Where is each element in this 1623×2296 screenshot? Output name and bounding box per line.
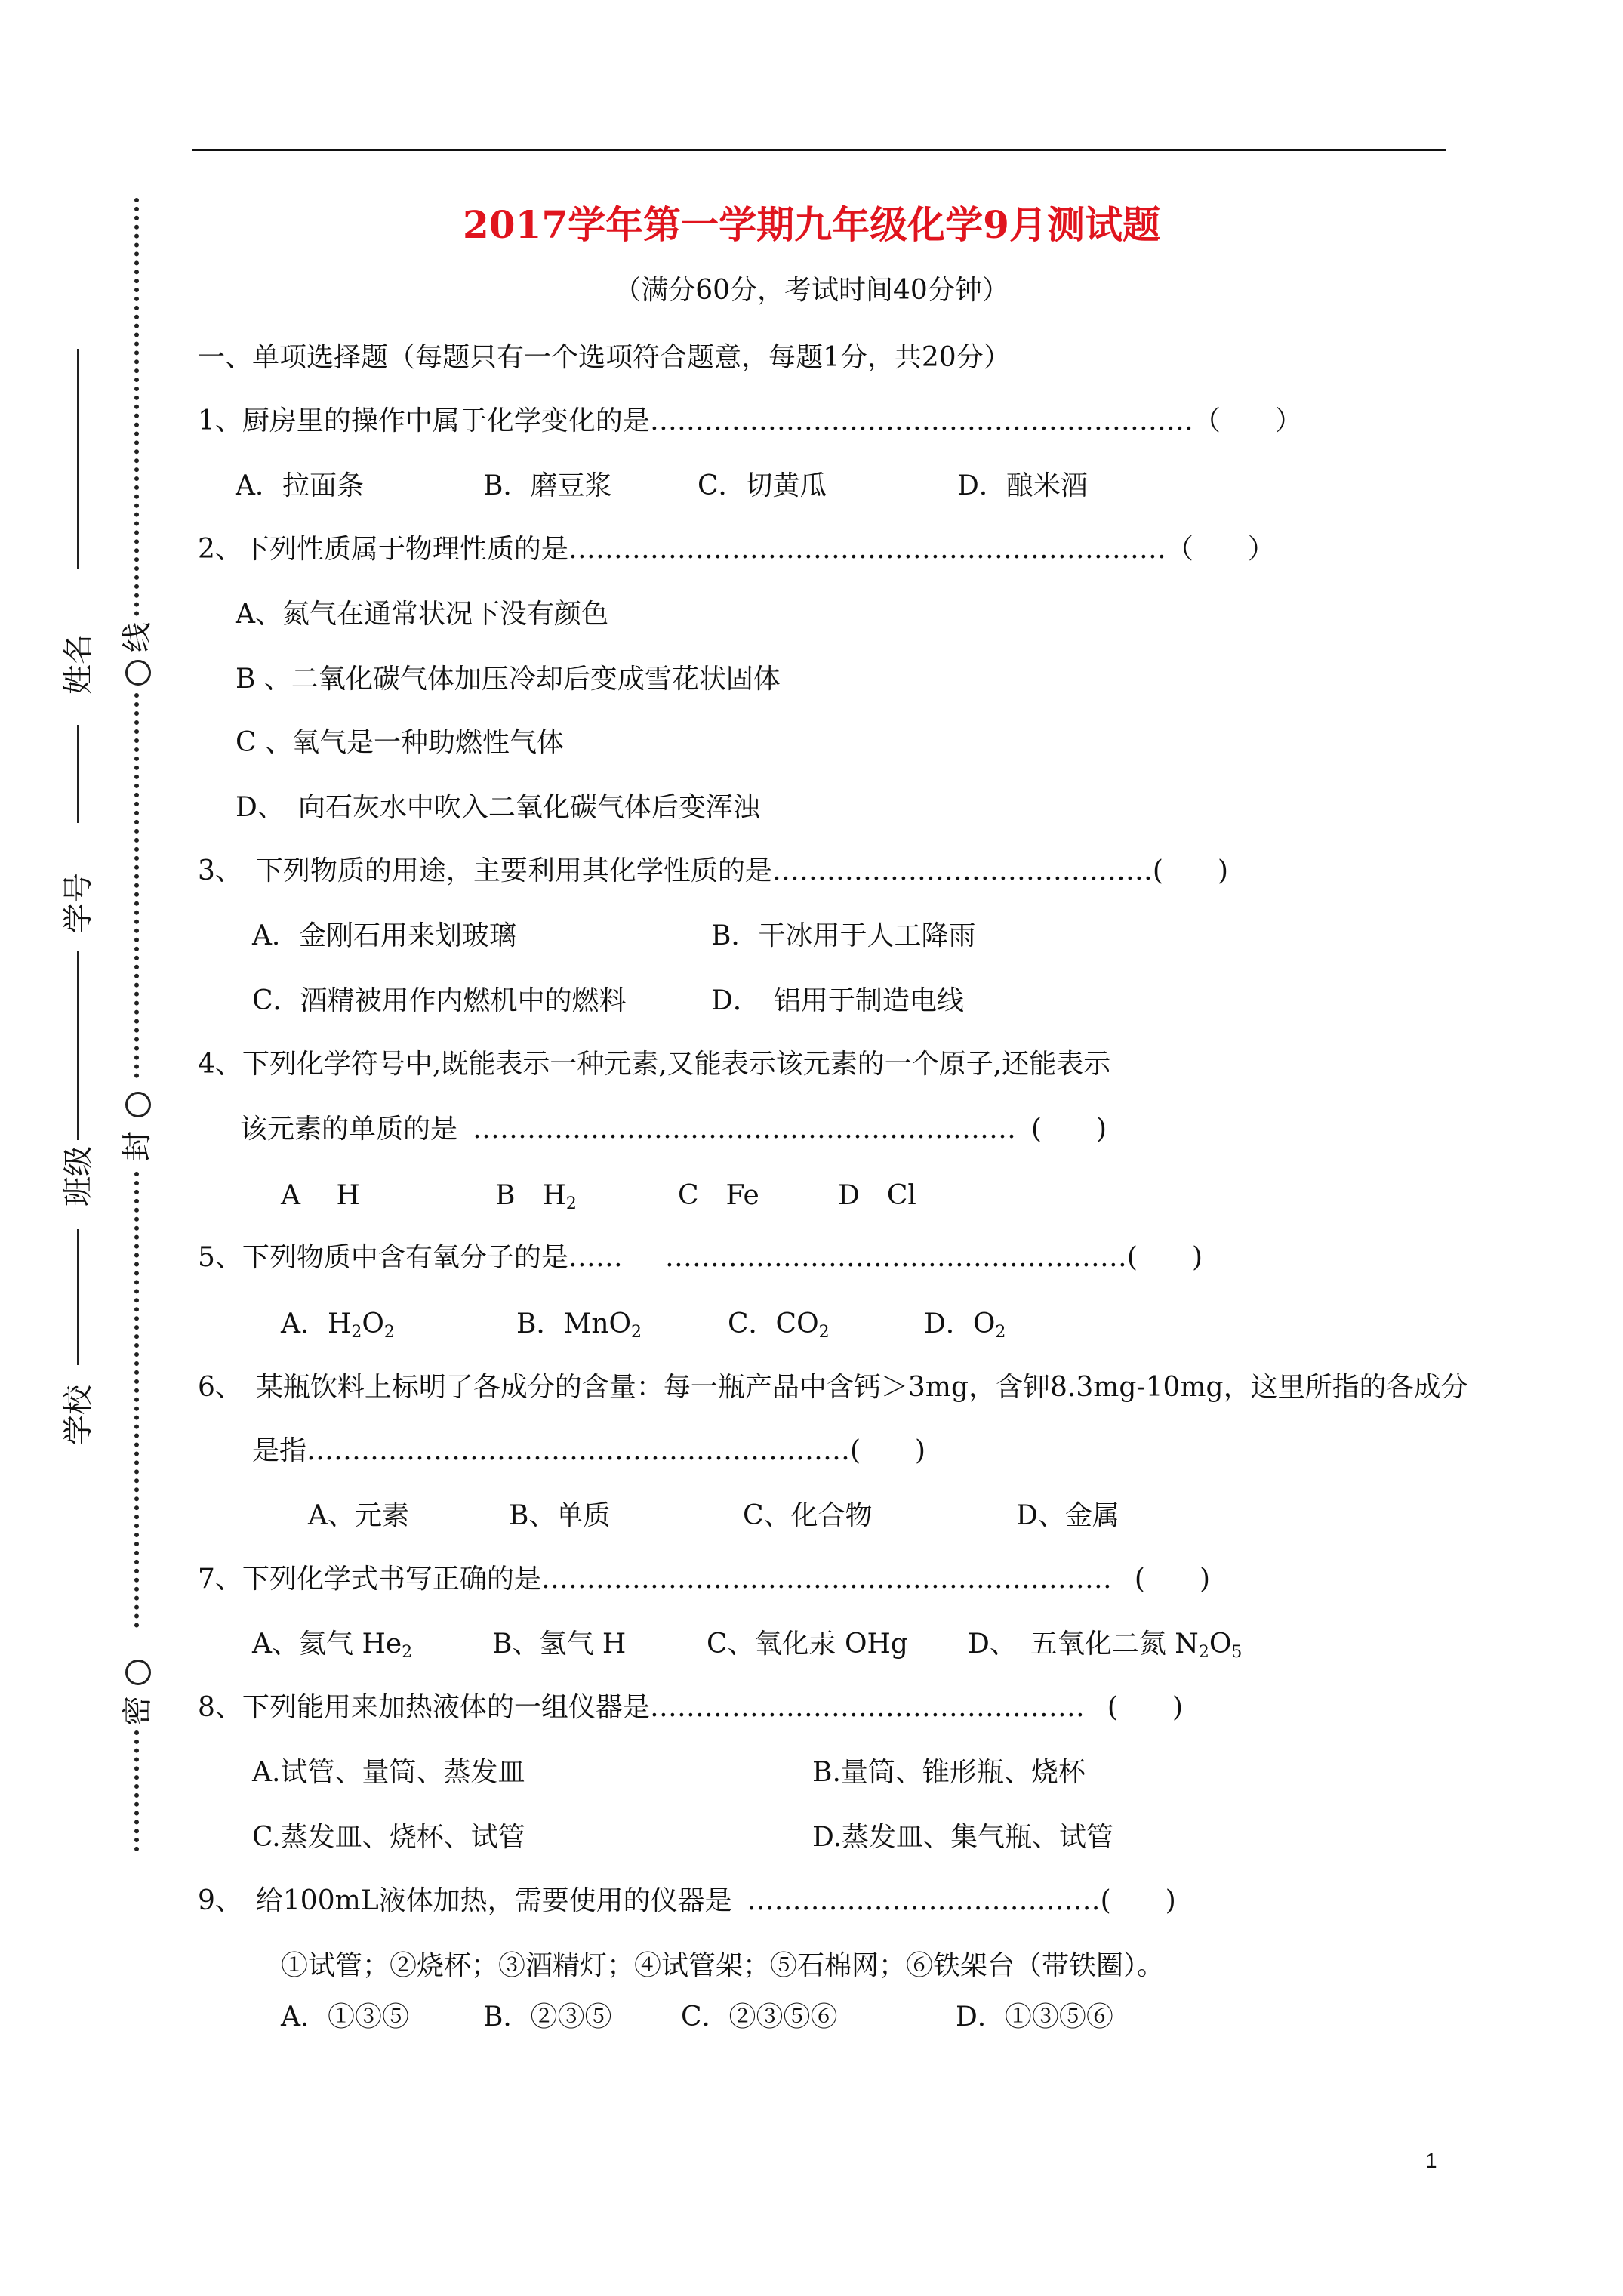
question-5-stem <box>198 1240 1203 1276</box>
top-rule <box>192 149 1446 151</box>
question-4-option-d[interactable]: D Cl <box>838 1180 916 1211</box>
question-5-option-c[interactable]: C．$CO_2$ <box>728 1308 830 1342</box>
question-3-text: 3、 下列物质的用途，主要利用其化学性质的是 <box>198 855 772 886</box>
question-7-option-b[interactable]: B、氢气 H <box>492 1629 627 1660</box>
question-9-option-c[interactable]: C．②③⑤⑥ <box>681 2002 838 2032</box>
question-3-option-c[interactable]: C．酒精被用作内燃机中的燃料 <box>252 985 627 1016</box>
binding-dotted-line-bottom <box>134 1730 139 1851</box>
question-6-option-a[interactable]: A、元素 <box>308 1500 409 1531</box>
question-3-stem <box>198 853 1228 889</box>
question-4-dots: …………………………………………………… <box>473 1114 1017 1145</box>
question-3-option-d[interactable]: D． 铝用于制造电线 <box>711 985 964 1016</box>
question-5-dots: …………………………………………… <box>664 1242 1127 1273</box>
question-8-option-c[interactable]: C.蒸发皿、烧杯、试管 <box>252 1822 525 1853</box>
question-2-dots: ………………………………………………………… <box>568 534 1166 565</box>
question-4-text: 该元素的单质的是 <box>240 1114 458 1145</box>
question-3-option-b[interactable]: B．干冰用于人工降雨 <box>711 920 976 951</box>
question-9-dots: ………………………………… <box>747 1885 1101 1916</box>
student-id-field-line[interactable] <box>77 725 79 823</box>
question-2-stem <box>198 532 1275 568</box>
question-7-dots: ……………………………………………………… <box>540 1564 1112 1595</box>
question-6-stem-line-1: 6、 某瓶饮料上标明了各成分的含量：每一瓶产品中含钙＞3mg，含钾8.3mg-10mg，这里所指的各成分 <box>198 1372 1468 1403</box>
question-8-text: 8、下列能用来加热液体的一组仪器是 <box>198 1692 650 1723</box>
question-9-option-b[interactable]: B．②③⑤ <box>483 2002 612 2032</box>
question-9-text: 9、 给100mL液体加热，需要使用的仪器是 <box>198 1885 732 1916</box>
question-3-answer-blank[interactable]: ( ) <box>1152 855 1228 886</box>
binding-dotted-line-top <box>134 198 139 616</box>
question-1-option-a[interactable]: A．拉面条 <box>236 470 364 501</box>
question-2-option-c[interactable]: C 、氧气是一种助燃性气体 <box>236 727 564 758</box>
question-6-dots: …………………………………………………… <box>306 1435 851 1466</box>
question-9-items: ①试管；②烧杯；③酒精灯；④试管架；⑤石棉网；⑥铁架台（带铁圈）。 <box>281 1950 1165 1981</box>
question-4-stem-line-2 <box>240 1111 1107 1148</box>
binding-char-mi: 密 <box>120 1696 155 1726</box>
question-4-option-b[interactable]: B $H_2$ <box>495 1180 577 1213</box>
question-9-option-a[interactable]: A．①③⑤ <box>281 2002 409 2032</box>
exam-subtitle: （满分60分，考试时间40分钟） <box>614 275 1009 306</box>
question-6-stem-line-2 <box>252 1433 925 1469</box>
question-1-text: 1、厨房里的操作中属于化学变化的是 <box>198 405 650 436</box>
question-4-stem-line-1: 4、下列化学符号中,既能表示一种元素,又能表示该元素的一个原子,还能表示 <box>198 1049 1111 1080</box>
question-1-answer-blank[interactable]: （ ） <box>1193 405 1302 436</box>
binding-dotted-line-middle <box>134 693 139 1078</box>
question-5-option-a[interactable]: A．$H_2O_2$ <box>281 1308 395 1342</box>
school-field-label: 学校 <box>61 1385 96 1445</box>
question-1-option-c[interactable]: C．切黄瓜 <box>698 470 827 501</box>
question-1-option-d[interactable]: D．酿米酒 <box>957 470 1088 501</box>
name-field-label: 姓名 <box>61 634 96 695</box>
question-5-option-b[interactable]: B．MnO$_2$ <box>516 1308 642 1342</box>
question-6-option-b[interactable]: B、单质 <box>509 1500 611 1531</box>
question-6-option-c[interactable]: C、化合物 <box>743 1500 873 1531</box>
question-3-option-a[interactable]: A．金刚石用来划玻璃 <box>252 920 516 951</box>
question-7-option-c[interactable]: C、氧化汞 OHg <box>707 1629 908 1660</box>
question-9-stem <box>198 1883 1176 1919</box>
question-8-stem <box>198 1690 1183 1726</box>
exam-title: 2017学年第一学期九年级化学9月测试题 <box>463 202 1160 247</box>
question-8-option-d[interactable]: D.蒸发皿、集气瓶、试管 <box>812 1822 1114 1853</box>
question-9-option-d[interactable]: D．①③⑤⑥ <box>956 2002 1113 2032</box>
binding-char-xian: 线 <box>120 622 155 652</box>
question-3-dots: …………………………………… <box>771 855 1153 886</box>
question-1-option-b[interactable]: B．磨豆浆 <box>483 470 612 501</box>
question-8-dots: ………………………………………… <box>649 1692 1085 1723</box>
question-9-answer-blank[interactable]: ( ) <box>1100 1885 1176 1916</box>
question-8-option-a[interactable]: A.试管、量筒、蒸发皿 <box>252 1757 525 1788</box>
question-6-text: 是指 <box>252 1435 307 1466</box>
binding-circle-middle <box>125 1092 151 1117</box>
page-number: 1 <box>1425 2149 1437 2172</box>
question-7-option-a[interactable]: A、氦气 $He_2$ <box>252 1629 413 1662</box>
binding-circle-bottom <box>125 1660 151 1685</box>
question-1-stem <box>198 403 1302 439</box>
school-field-line[interactable] <box>77 1229 79 1365</box>
question-6-answer-blank[interactable]: ( ) <box>850 1435 926 1466</box>
question-2-answer-blank[interactable]: （ ） <box>1166 534 1275 565</box>
section-heading: 一、单项选择题（每题只有一个选项符合题意，每题1分，共20分） <box>198 342 1011 373</box>
binding-dotted-line-lower <box>134 1172 139 1628</box>
question-4-option-c[interactable]: C Fe <box>678 1180 759 1211</box>
binding-char-feng: 封 <box>120 1131 155 1161</box>
question-7-stem <box>198 1561 1210 1598</box>
question-5-text: 5、下列物质中含有氧分子的是…… <box>198 1242 623 1273</box>
question-1-dots: …………………………………………………… <box>649 405 1193 436</box>
question-2-option-a[interactable]: A、氮气在通常状况下没有颜色 <box>236 599 608 630</box>
question-2-option-b[interactable]: B 、二氧化碳气体加压冷却后变成雪花状固体 <box>236 664 781 695</box>
question-2-option-d[interactable]: D、 向石灰水中吹入二氧化碳气体后变浑浊 <box>236 792 760 823</box>
class-field-line[interactable] <box>77 951 79 1140</box>
question-4-option-a[interactable]: A H <box>281 1180 360 1211</box>
question-8-option-b[interactable]: B.量筒、锥形瓶、烧杯 <box>812 1757 1086 1788</box>
class-field-label: 班级 <box>61 1146 96 1207</box>
question-5-option-d[interactable]: D．$O_2$ <box>924 1308 1006 1342</box>
question-8-answer-blank[interactable]: ( ) <box>1107 1692 1183 1723</box>
question-7-option-d[interactable]: D、 五氧化二氮 $N_2O_5$ <box>968 1629 1243 1662</box>
question-5-answer-blank[interactable]: ( ) <box>1126 1242 1203 1273</box>
question-4-answer-blank[interactable]: ( ) <box>1031 1114 1107 1145</box>
binding-circle-top <box>125 660 151 686</box>
question-2-text: 2、下列性质属于物理性质的是 <box>198 534 568 565</box>
question-7-answer-blank[interactable]: ( ) <box>1134 1564 1210 1595</box>
question-6-option-d[interactable]: D、金属 <box>1016 1500 1119 1531</box>
student-id-field-label: 学号 <box>61 873 96 933</box>
name-field-line[interactable] <box>77 349 79 569</box>
question-7-text: 7、下列化学式书写正确的是 <box>198 1564 541 1595</box>
